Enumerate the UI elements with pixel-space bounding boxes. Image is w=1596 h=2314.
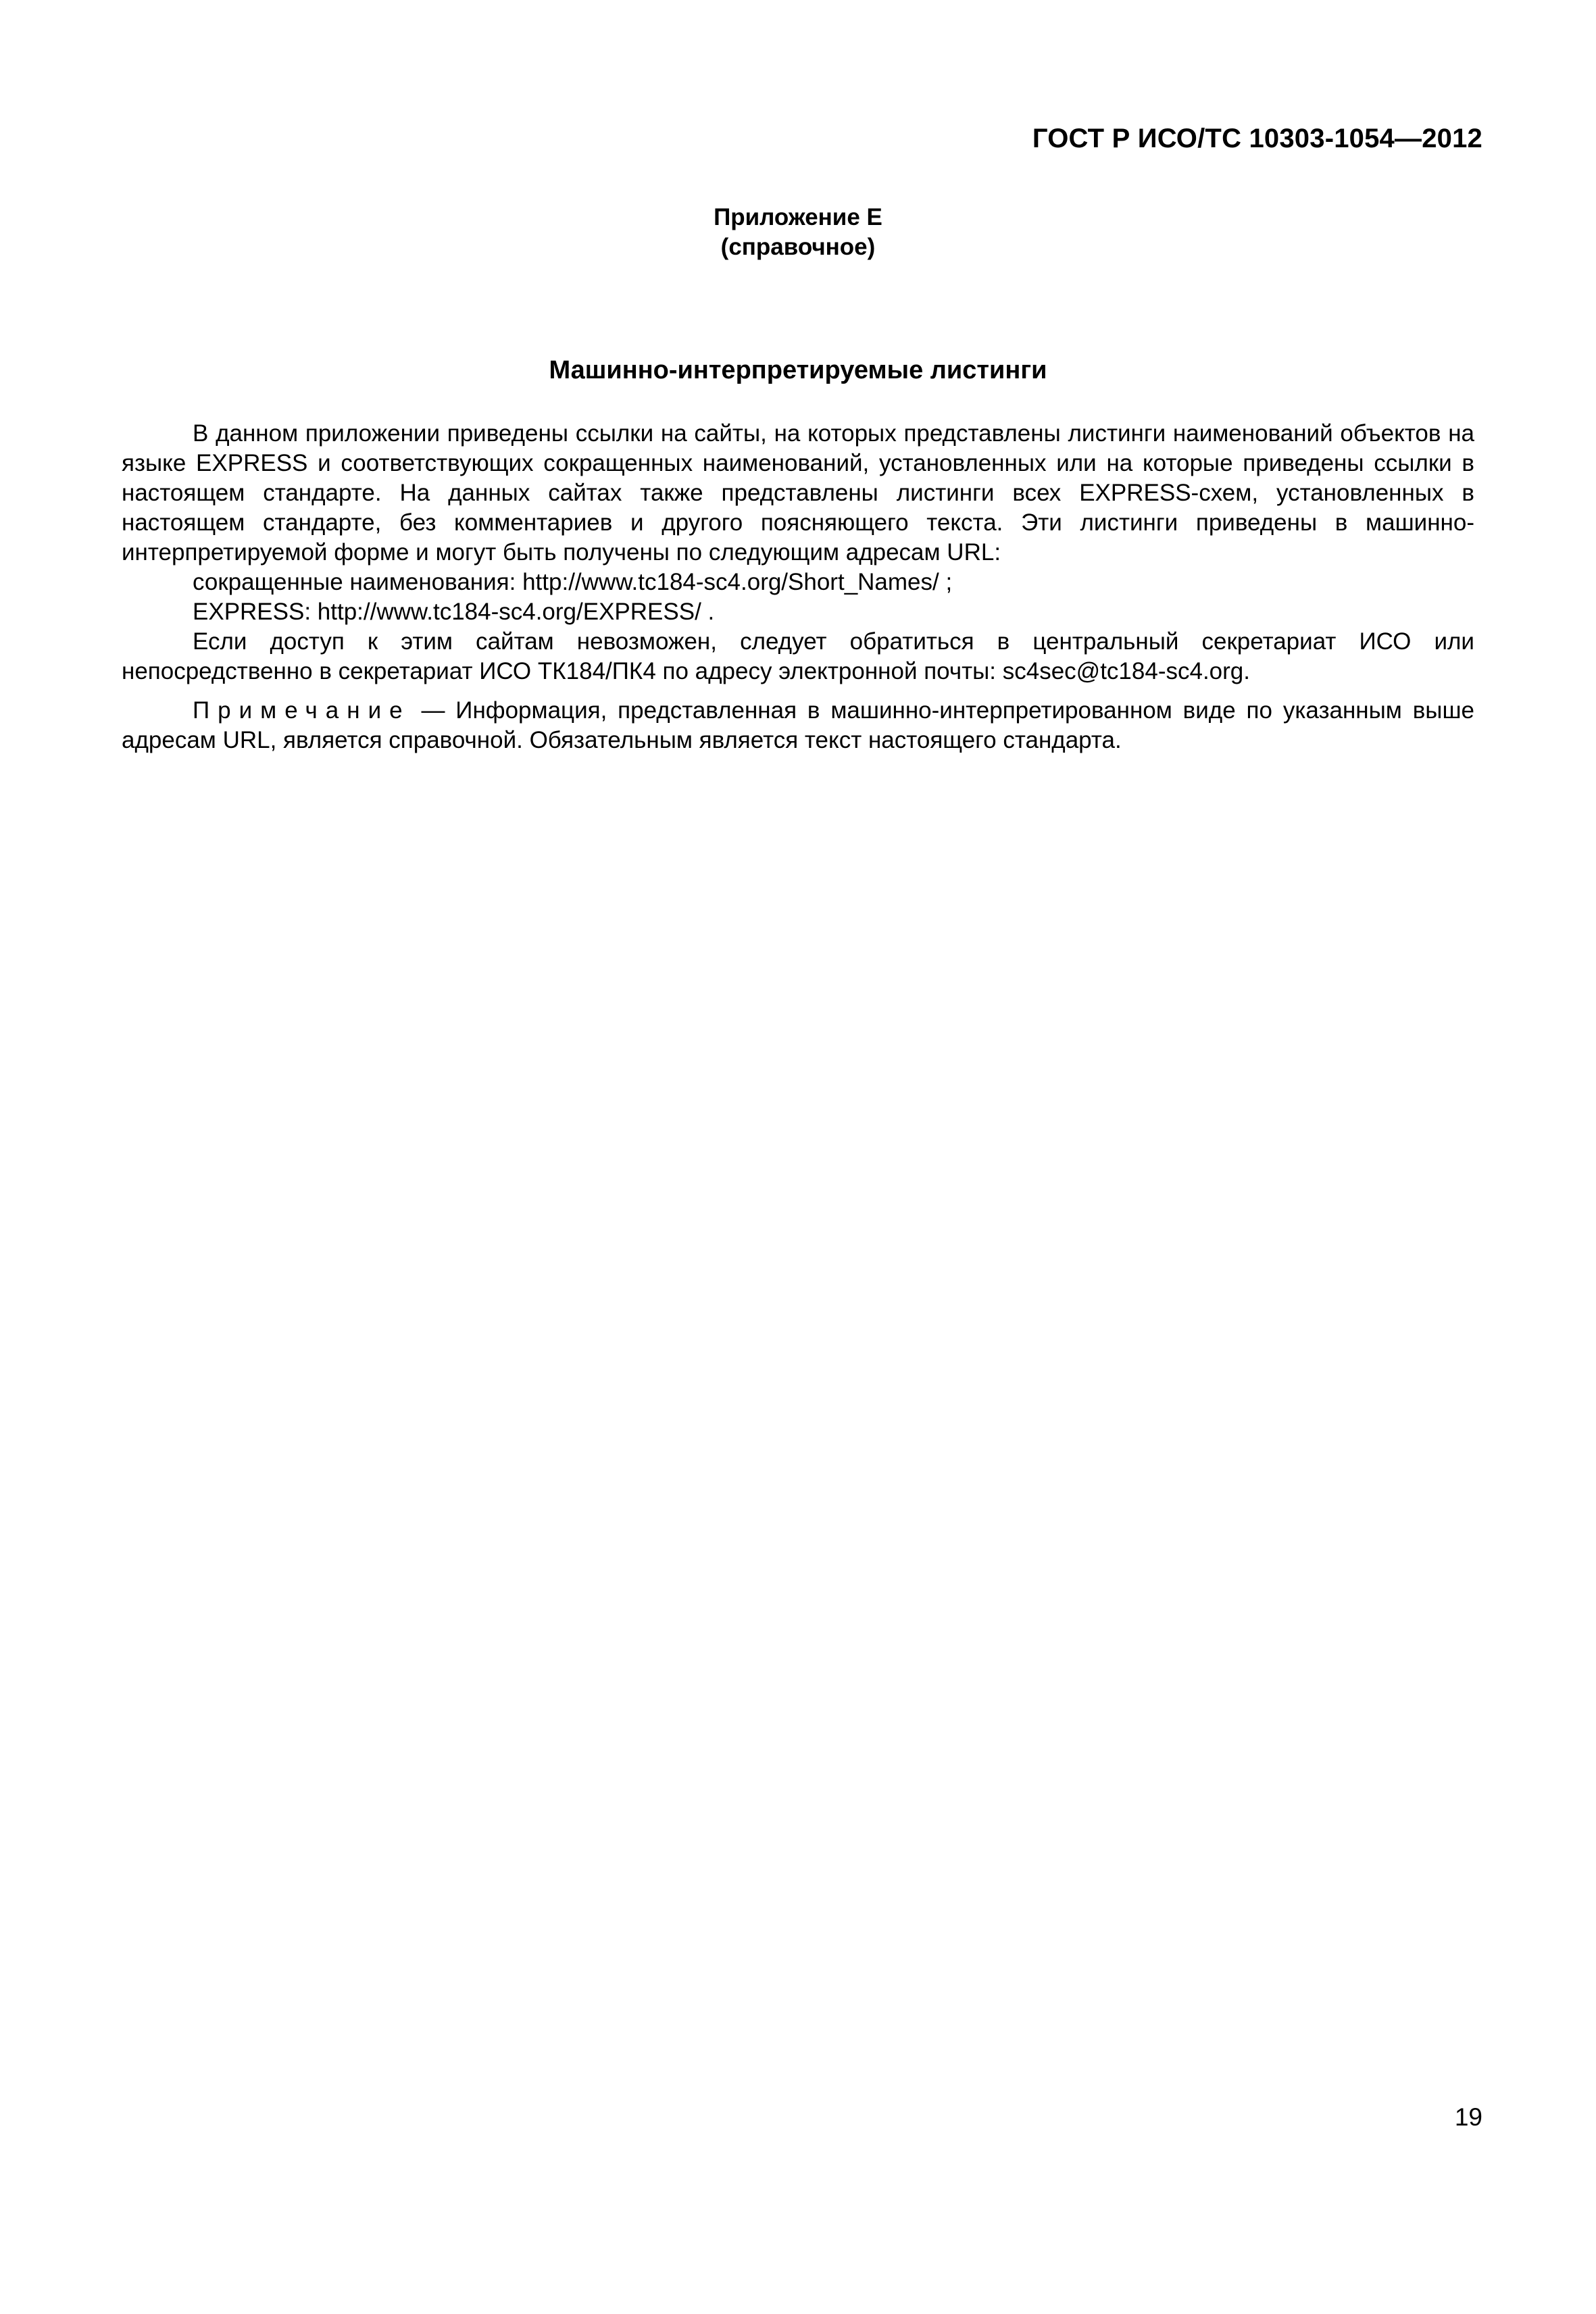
intro-paragraph: В данном приложении приведены ссылки на сайты, на которых представлены листинги наименований объектов на языке EXPRESS и соответствующих сокращенных наименований, установленных или на которые приведены ссылки в настоящем стандарте. На данных сайтах также представлены листинги всех EXPRESS-схем, установленных в настоящем стандарте, без комментариев и другого поясняющего текста. Эти листинги приведены в машинно-интерпретируемой форме и могут быть получены по следующим адресам URL: <box>122 420 1474 565</box>
short-names-url-line: сокращенные наименования: http://www.tc184-sc4.org/Short_Names/ ; <box>193 569 953 595</box>
section-title: Машинно-интерпретируемые листинги <box>549 356 1047 384</box>
annex-heading <box>0 203 1596 262</box>
annex-status: (справочное) <box>720 234 876 260</box>
body-text <box>122 419 1474 755</box>
page-number: 19 <box>1454 2103 1482 2131</box>
express-url-line: EXPRESS: http://www.tc184-sc4.org/EXPRESS/ . <box>193 599 715 625</box>
note-text: — Информация, представленная в машинно-интерпретированном виде по указанным выше адресам URL, является справочной. Обязательным является текст настоящего стандарта. <box>122 697 1474 753</box>
note-label: Примечание <box>193 697 411 724</box>
contact-paragraph: Если доступ к этим сайтам невозможен, следует обратиться в центральный секретариат ИСО или непосредственно в секретариат ИСО ТК184/ПК4 по адресу электронной почты: sc4sec@tc184-sc4.org. <box>122 628 1474 684</box>
note-paragraph <box>122 696 1474 755</box>
annex-title: Приложение Е <box>714 204 882 230</box>
standard-code-header: ГОСТ Р ИСО/ТС 10303-1054—2012 <box>1032 124 1482 153</box>
